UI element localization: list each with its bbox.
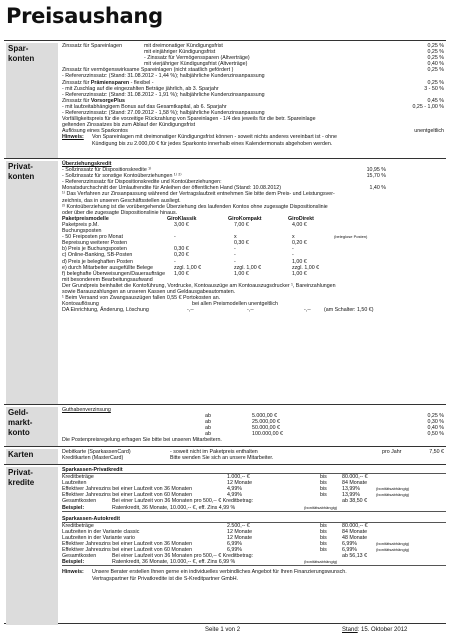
cell-text: b) Preis je Buchungsposten [62,246,127,253]
cell-text: 6,99% [342,541,358,548]
cell-text: bis [320,486,327,493]
cell-text: - soweit nicht im Paketpreis enthalten [170,449,258,455]
cell-text: 1,00 € [174,270,189,277]
cell-text: Zinssatz für Spareinlagen [62,43,123,49]
cell-text: -,-- [304,307,311,314]
cell-text: 12 Monate [227,528,253,535]
cell-text: Gesamtkosten [62,498,97,505]
cell-text: 13,99% [342,486,360,493]
cell-text: bis [320,534,327,541]
cell-text: 80.000,-- € [342,474,368,481]
cell-text: 1,00 € [292,270,307,277]
cell-text: 0,30 € [234,240,249,247]
cell-text: - [234,246,236,253]
cell-text: ab [205,419,211,426]
cell-text: 15,70 % [366,173,386,180]
section-label: Geld- markt- konto [6,407,58,447]
cell-text: GiroKlassik [167,215,197,222]
cell-text: - [292,252,294,259]
cell-text: Kreditbeträge [62,474,94,481]
cell-text: 0,30 € [174,246,189,253]
cell-text: Der Grundpreis beinhaltet die Kontoführung, Vordrucke, Kontoauszüge am Kontoauszugsdrucker ¹, Bareinzahlungen [62,282,336,289]
cell-text: 12 Monate [227,480,253,487]
cell-text: bis [320,480,327,487]
cell-text: Sparkassen-Autokredit [62,515,120,522]
cell-text: Kreditkarten (MasterCard) [62,455,124,462]
cell-text: 7,00 € [234,221,249,228]
cell-text: (bonitätsabhängig) [376,547,410,553]
cell-text: 5.000,00 € [252,413,278,420]
section-label: Privat- konten [6,161,58,405]
cell-text: - [234,252,236,259]
cell-text: Kündigung bis zu 2.000,00 € für jedes Sparkonto innerhalb eines Kalendermonats abgehoben werden. [92,140,333,147]
cell-text: -,-- [247,307,254,314]
cell-text: bei allen Preismodellen unentgeltlich [192,301,278,308]
cell-text: Von Spareinlagen mit dreimonatiger Kündigungsfrist können - soweit nichts anderes vereinbart ist - ohne [92,134,337,141]
cell-text: - 50 Freiposten pro Monat [62,234,123,241]
cell-text: Kontoauflösung [62,301,99,308]
cell-text: Zinssatz für vermögenswirksame Spareinlagen (nicht staatlich gefördert ) [62,67,234,74]
cell-text: 1,40 % [369,185,386,192]
cell-text: sowie Barauszahlungen an unseren Kassen und Geldausgabeautomaten. [62,288,236,295]
cell-text: ab 56,13 € [342,553,368,560]
cell-text: 3,00 € [174,221,189,228]
cell-text: 0,20 € [174,252,189,259]
cell-text: Paketpreismodelle [62,215,109,222]
cell-text: - [292,246,294,253]
section-privatkonten [4,158,446,403]
cell-text: ¹ Beim Versand von Zwangsauszügen fallen 0,55 € Portokosten an. [62,295,221,302]
table-row [62,307,446,313]
cell-text: oder über die zugesagte Dispositionslinie hinaus. [62,209,178,216]
cell-text: Überziehungskredit [62,161,112,167]
table-row [62,559,446,566]
cell-text: 2.500,-- € [227,522,250,529]
cell-text: 7,50 € [429,449,444,455]
subheading [62,516,446,523]
cell-text: Kreditbeträge [62,522,94,529]
cell-text: GiroKompakt [228,215,262,222]
cell-text: Vertragspartner für Privatkredite ist die S-Kreditpartner GmbH. [92,575,239,582]
cell-text: Effektiver Jahreszins bei einer Laufzeit von 36 Monaten [62,541,193,548]
cell-text: Bei einer Laufzeit von 36 Monaten pro 500,-- € Kreditbetrag: [112,553,254,560]
cell-text: 100.000,00 € [252,431,283,438]
cell-text: f) beleghafte Überweisungen/Daueraufträge [62,270,166,277]
cell-text: (am Schalter: 1,50 €) [324,307,374,314]
cell-text: Monatsdurchschnitt der Umlaufrendite für Anleihen der öffentlichen Hand (Stand: 10.08.2012) [62,185,281,192]
cell-text: 3 - 50 % [424,85,444,92]
cell-text: Zinssatz für Prämiensparen - flexibel - [62,79,154,86]
cell-text: 0,20 € [292,240,307,247]
cell-text: 1,00 € [292,258,307,265]
cell-text: ²⁾ Kontoüberziehung ist die vorübergehende Überziehung des laufenden Kontos ohne zugesagte Dispositionslinie [62,203,328,210]
cell-text: Beispiel: [62,559,85,566]
cell-text: bis [320,528,327,535]
cell-text: Debitkarte (SparkassenCard) [62,449,131,455]
cell-text: Zinssatz für VorsorgePlus [62,97,125,104]
cell-text: (bonitätsabhängig) [376,541,410,547]
hinweis [62,576,446,582]
cell-text: - mit laufzeitabhängigem Bonus auf das Gesamtkapital, ab 6. Sparjahr [62,103,227,110]
cell-text: x [292,234,295,241]
cell-text: 10,95 % [366,167,386,174]
cell-text: mit einjähriger Kündigungsfrist [144,49,216,56]
cell-text: Ratenkredit, 36 Monate, 10.000,-- €, eff. Zins 4,99 % [112,504,236,511]
cell-text: - Referenzzinssatz: (Stand: 27.09.2012 - 1,58 %); halbjährliche Kundenzinsanpassung [62,110,265,117]
cell-text: Bepreisung weiterer Posten [62,240,128,247]
cell-text: 4,99% [227,492,243,499]
cell-text: 0,25 - 1,00 % [412,103,444,110]
section-sparkonten [4,40,446,157]
subheading [62,467,446,474]
cell-text: Effektiver Jahreszins bei einer Laufzeit von 36 Monaten [62,486,193,493]
cell-text: Paketpreis p.M. [62,221,99,228]
cell-text: (bonitätsabhängig) [376,486,410,492]
cell-text: 0,25 % [427,49,444,56]
cell-text: bis [320,492,327,499]
cell-text: 0,25 % [427,413,444,420]
cell-text: 1.000,-- € [227,474,250,481]
cell-text: x [234,234,237,241]
cell-text: unentgeltlich [414,128,444,135]
cell-text: d) Preis je beleghaften Posten [62,258,133,265]
cell-text: 0,40 % [427,425,444,432]
section-label: Privat- kredite [6,467,58,625]
cell-text: Guthabenverzinsung [62,407,111,413]
cell-text: Laufzeiten in der Variante classic [62,528,140,535]
cell-text: Auflösung eines Sparkontos [62,128,128,135]
sparkonten-body [62,43,446,147]
cell-text: Bitte wenden Sie sich an unsere Mitarbeiter. [170,455,274,462]
cell-text: mit besonderem Bearbeitungsaufwand [62,276,153,283]
cell-text: 0,25 % [427,79,444,86]
cell-text: 0,50 % [427,431,444,438]
cell-text: ab [205,431,211,438]
cell-text: - mit Zuschlag auf die eingezahlten Beträge jährlich, ab 3. Sparjahr [62,85,219,92]
cell-text: Die Postenpreisregelung erfragen Sie bitte bei unseren Mitarbeitern. [62,437,222,444]
cell-text: 1,00 € [234,270,249,277]
cell-text: 84 Monate [342,528,368,535]
cell-text: ab [205,413,211,420]
table-row [62,437,446,443]
cell-text: (bonitätsabhängig) [304,559,338,565]
cell-text: DA Einrichtung, Änderung, Löschung [62,307,149,314]
table-row [62,505,446,512]
cell-text: 0,25 % [427,55,444,62]
cell-text: bis [320,474,327,481]
cell-text: Gesamtkosten [62,553,97,560]
cell-text: - Referenzzinssatz: (Stand: 31.08.2012 - 1,91 %); halbjährliche Kundenzinsanpassung [62,91,265,98]
cell-text: zeichnis, das in unseren Geschäftsstellen ausliegt. [62,197,181,204]
cell-text: 84 Monate [342,480,368,487]
cell-text: Laufzeiten [62,480,87,487]
cell-text: Hinweis: [62,569,84,576]
cell-text: zzgl. 1,00 € [174,264,202,271]
cell-text: Beispiel: [62,504,85,511]
geldmarkt-body [62,407,446,444]
cell-text: bis [320,547,327,554]
cell-text: c) Online-Banking, SB-Posten [62,252,133,259]
cell-text: - Referenzzinssatz: (Stand: 31.08.2012 - 1,44 %); halbjährliche Kundenzinsanpassung [62,73,265,80]
cell-text: Hinweis: [62,134,84,141]
cell-text: 25.000,00 € [252,419,280,426]
cell-text: - Zinssatz für Vermögenssparen (Altverträge) [144,55,250,62]
cell-text: 0,45 % [427,97,444,104]
cell-text: 12 Monate [227,534,253,541]
page-title: Preisaushang [6,4,163,28]
cell-text: zzgl. 1,00 € [292,264,320,271]
cell-text: (beleglose Posten) [334,234,368,240]
cell-text: -,-- [187,307,194,314]
cell-text: geltenden Zinssatzes bis zum Ablauf der Kündigungsfrist [62,122,196,129]
karten-body [62,449,446,461]
cell-text: - Referenzzinssatz für Dispositionskredite und Kontoüberziehungen: [62,179,222,186]
cell-text: ¹⁾ Das Verfahren zur Zinsanpassung während der Vertragslaufzeit entnehmen Sie bitte dem Preis- und Leistungsver- [62,191,335,198]
cell-text: ab 38,50 € [342,498,368,505]
cell-text: Bei einer Laufzeit von 36 Monaten pro 500,-- € Kreditbetrag: [112,498,254,505]
cell-text: Vorfälligkeitspreis für die vorzeitige Rückzahlung von Spareinlagen - 1/4 des jeweils für die betr. Spareinlage [62,116,316,123]
cell-text: 80.000,-- € [342,522,368,529]
cell-text: - [234,258,236,265]
section-geldmarktkonto [4,404,446,445]
cell-text: (bonitätsabhängig) [304,504,338,510]
cell-text: mit dreimonatiger Kündigungsfrist [144,43,223,49]
cell-text: 4,00 € [292,221,307,228]
cell-text: bis [320,541,327,548]
cell-text: Buchungsposten [62,228,102,235]
cell-text: 0,30 % [427,419,444,426]
cell-text: Unsere Berater erstellen Ihnen gerne ein individuelles verbindliches Angebot für Ihren Finanzierungswunsch. [92,569,347,576]
cell-text: Effektiver Jahreszins bei einer Laufzeit von 60 Monaten [62,492,193,499]
section-label: Spar- konten [6,43,58,159]
privatkonten-body [62,161,446,313]
cell-text: - Sollzinssatz für Dispositionskredite ¹⁾ [62,167,152,174]
cell-text: mit vierjähriger Kündigungsfrist (Altverträge) [144,61,248,68]
cell-text: 13,99% [342,492,360,499]
privatkredite-body [62,467,446,582]
cell-text: GiroDirekt [288,215,314,222]
cell-text: - [174,234,176,241]
cell-text: Ratenkredit, 36 Monate, 10.000,-- €, eff. Zins 6,99 % [112,559,236,566]
hinweis [62,141,446,147]
page-number: Seite 1 von 2 [205,627,241,633]
cell-text: 6,99% [342,547,358,554]
cell-text: zzgl. 1,00 € [234,264,262,271]
cell-text: Sparkassen-Privatkredit [62,467,123,473]
cell-text: - [174,258,176,265]
cell-text: pro Jahr [382,449,402,455]
cell-text: Effektiver Jahreszins bei einer Laufzeit von 60 Monaten [62,547,193,554]
section-karten [4,446,446,463]
section-label: Karten [6,449,58,465]
cell-text: - Sollzinssatz für sonstige Kontoüberziehungen ¹⁾ ²⁾ [62,173,182,180]
cell-text: 50.000,00 € [252,425,280,432]
cell-text: ab [205,425,211,432]
cell-text: Laufzeiten in der Variante vario [62,534,135,541]
cell-text: e) durch Mitarbeiter ausgefüllte Belege [62,264,153,271]
cell-text: 4,99% [227,486,243,493]
cell-text: 6,99% [227,541,243,548]
cell-text: 0,25 % [427,43,444,49]
section-privatkredite [4,464,446,624]
cell-text: 48 Monate [342,534,368,541]
cell-text: 0,40 % [427,61,444,68]
cell-text: (bonitätsabhängig) [376,492,410,498]
stand-date: Stand: 15. Oktober 2012 [342,627,408,633]
table-row [62,455,446,461]
cell-text: bis [320,522,327,529]
cell-text: 0,25 % [427,67,444,74]
cell-text: 6,99% [227,547,243,554]
